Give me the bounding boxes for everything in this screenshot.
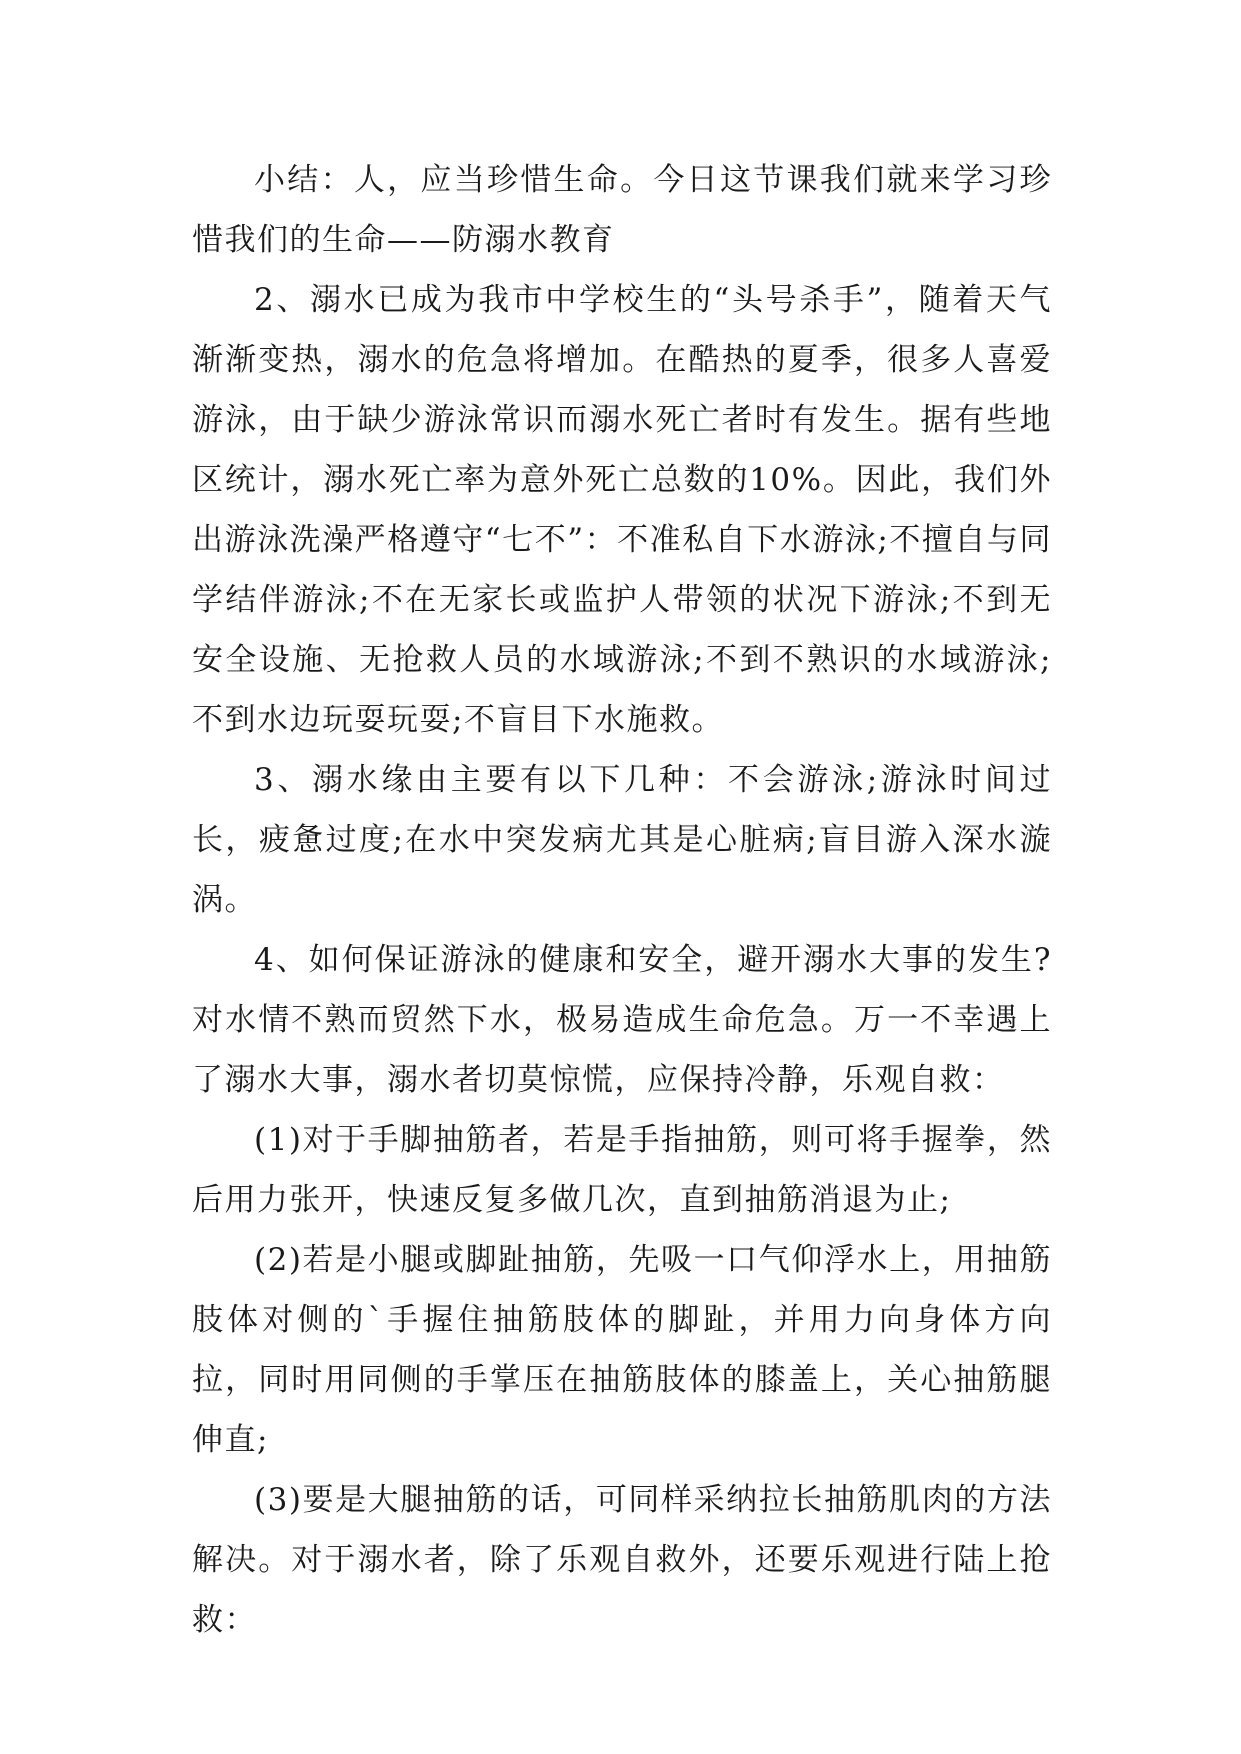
paragraph-2: 2、溺水已成为我市中学校生的“头号杀手”，随着天气渐渐变热，溺水的危急将增加。在酷热的夏季，很多人喜爱游泳，由于缺少游泳常识而溺水死亡者时有发生。据有些地区统计，溺水死亡率为意外死亡总数的10%。因此，我们外出游泳洗澡严格遵守“七不”：不准私自下水游泳;不擅自与同学结伴游泳;不在无家长或监护人带领的状况下游泳;不到无安全设施、无抢救人员的水域游泳;不到不熟识的水域游泳;不到水边玩耍玩耍;不盲目下水施救。 [192, 282, 1052, 738]
document-body [192, 150, 1052, 1650]
paragraph-4-2: (2)若是小腿或脚趾抽筋，先吸一口气仰浮水上，用抽筋肢体对侧的`手握住抽筋肢体的脚趾，并用力向身体方向拉，同时用同侧的手掌压在抽筋肢体的膝盖上，关心抽筋腿伸直; [192, 1242, 1052, 1458]
paragraph-4-1: (1)对于手脚抽筋者，若是手指抽筋，则可将手握拳，然后用力张开，快速反复多做几次，直到抽筋消退为止; [192, 1122, 1052, 1218]
paragraph-3: 3、溺水缘由主要有以下几种：不会游泳;游泳时间过长，疲惫过度;在水中突发病尤其是心脏病;盲目游入深水漩涡。 [192, 762, 1052, 918]
paragraph-summary: 小结：人，应当珍惜生命。今日这节课我们就来学习珍惜我们的生命——防溺水教育 [192, 162, 1052, 258]
paragraph-4: 4、如何保证游泳的健康和安全，避开溺水大事的发生?对水情不熟而贸然下水，极易造成生命危急。万一不幸遇上了溺水大事，溺水者切莫惊慌，应保持冷静，乐观自救： [192, 942, 1052, 1098]
paragraph-4-3: (3)要是大腿抽筋的话，可同样采纳拉长抽筋肌肉的方法解决。对于溺水者，除了乐观自救外，还要乐观进行陆上抢救： [192, 1482, 1052, 1638]
